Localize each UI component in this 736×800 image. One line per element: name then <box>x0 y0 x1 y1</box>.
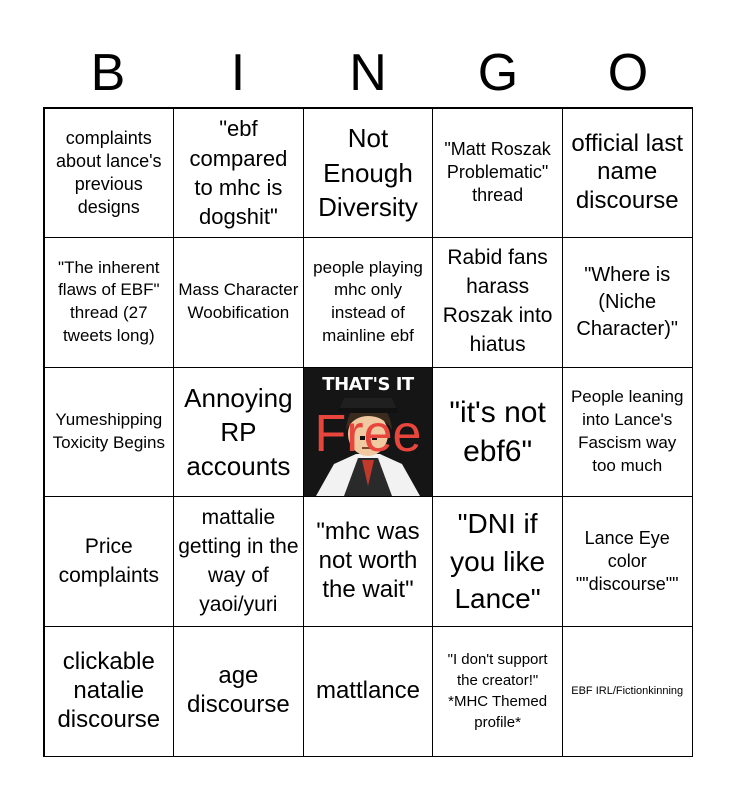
bingo-cell[interactable] <box>303 237 434 368</box>
bingo-cell[interactable] <box>432 626 563 757</box>
cell-text: People leaning into Lance's Fascism way too much <box>570 387 684 475</box>
cell-text: "Matt Roszak Problematic" thread <box>444 139 551 206</box>
bingo-cell[interactable] <box>173 496 304 627</box>
bingo-header <box>43 38 693 108</box>
header-letter-o: O <box>607 44 649 102</box>
header-letter-i: I <box>230 44 246 102</box>
cell-text: "ebf compared to mhc is dogshit" <box>189 116 288 230</box>
bingo-cell[interactable] <box>562 237 693 368</box>
bingo-card <box>43 107 693 757</box>
bingo-cell[interactable] <box>303 496 434 627</box>
cell-text: "Where is (Niche Character)" <box>576 263 678 340</box>
cell-text: Rabid fans harass Roszak into hiatus <box>442 246 553 357</box>
bingo-cell[interactable] <box>562 626 693 757</box>
cell-text: Mass Character Woobification <box>178 280 299 323</box>
bingo-cell[interactable] <box>432 496 563 627</box>
bingo-cell[interactable] <box>44 367 175 498</box>
cell-text: Not Enough Diversity <box>318 123 418 222</box>
bingo-cell[interactable] <box>303 108 434 239</box>
bingo-cell[interactable] <box>432 108 563 239</box>
bingo-cell[interactable] <box>303 626 434 757</box>
bingo-cell[interactable] <box>432 237 563 368</box>
cell-text: Annoying RP accounts <box>184 382 293 482</box>
cell-text: age discourse <box>187 662 290 719</box>
bingo-cell[interactable] <box>44 496 175 627</box>
cell-text: Lance Eye color ""discourse"" <box>575 528 679 595</box>
cell-text: "The inherent flaws of EBF" thread (27 tweets long) <box>58 257 160 346</box>
cell-text: Yumeshipping Toxicity Begins <box>52 410 166 452</box>
cell-text: mattlance <box>315 676 421 704</box>
header-letter-b: B <box>90 44 126 102</box>
header-letter-n: N <box>349 44 387 102</box>
bingo-cell[interactable] <box>173 626 304 757</box>
cell-text: mattalie getting in the way of yaoi/yuri <box>178 505 299 616</box>
cell-text: clickable natalie discourse <box>57 648 161 733</box>
bingo-cell[interactable] <box>432 367 563 498</box>
cell-text: "I don't support the creator!" *MHC Themed profile* <box>447 651 548 732</box>
bingo-cell[interactable] <box>562 108 693 239</box>
bingo-cell[interactable] <box>173 237 304 368</box>
cell-text: complaints about lance's previous designs <box>56 127 162 217</box>
free-space-label: Free <box>314 404 422 463</box>
cell-text: Price complaints <box>58 534 159 587</box>
cell-text: "mhc was not worth the wait" <box>316 518 420 603</box>
bingo-cell[interactable] <box>562 367 693 498</box>
cell-text: EBF IRL/Fictionkinning <box>571 684 684 697</box>
bingo-cell[interactable] <box>44 237 175 368</box>
bingo-cell[interactable] <box>173 367 304 498</box>
bingo-cell[interactable] <box>44 108 175 239</box>
header-letter-g: G <box>477 44 519 102</box>
cell-text: "it's not ebf6" <box>449 395 546 468</box>
cell-text: people playing mhc only instead of mainline ebf <box>313 257 423 346</box>
cell-text: "DNI if you like Lance" <box>450 507 546 615</box>
bingo-cell[interactable] <box>562 496 693 627</box>
bingo-cell[interactable] <box>173 108 304 239</box>
free-space[interactable] <box>303 367 434 498</box>
bingo-cell[interactable] <box>44 626 175 757</box>
free-space-caption: THAT'S IT <box>322 373 414 395</box>
cell-text: official last name discourse <box>571 129 683 215</box>
